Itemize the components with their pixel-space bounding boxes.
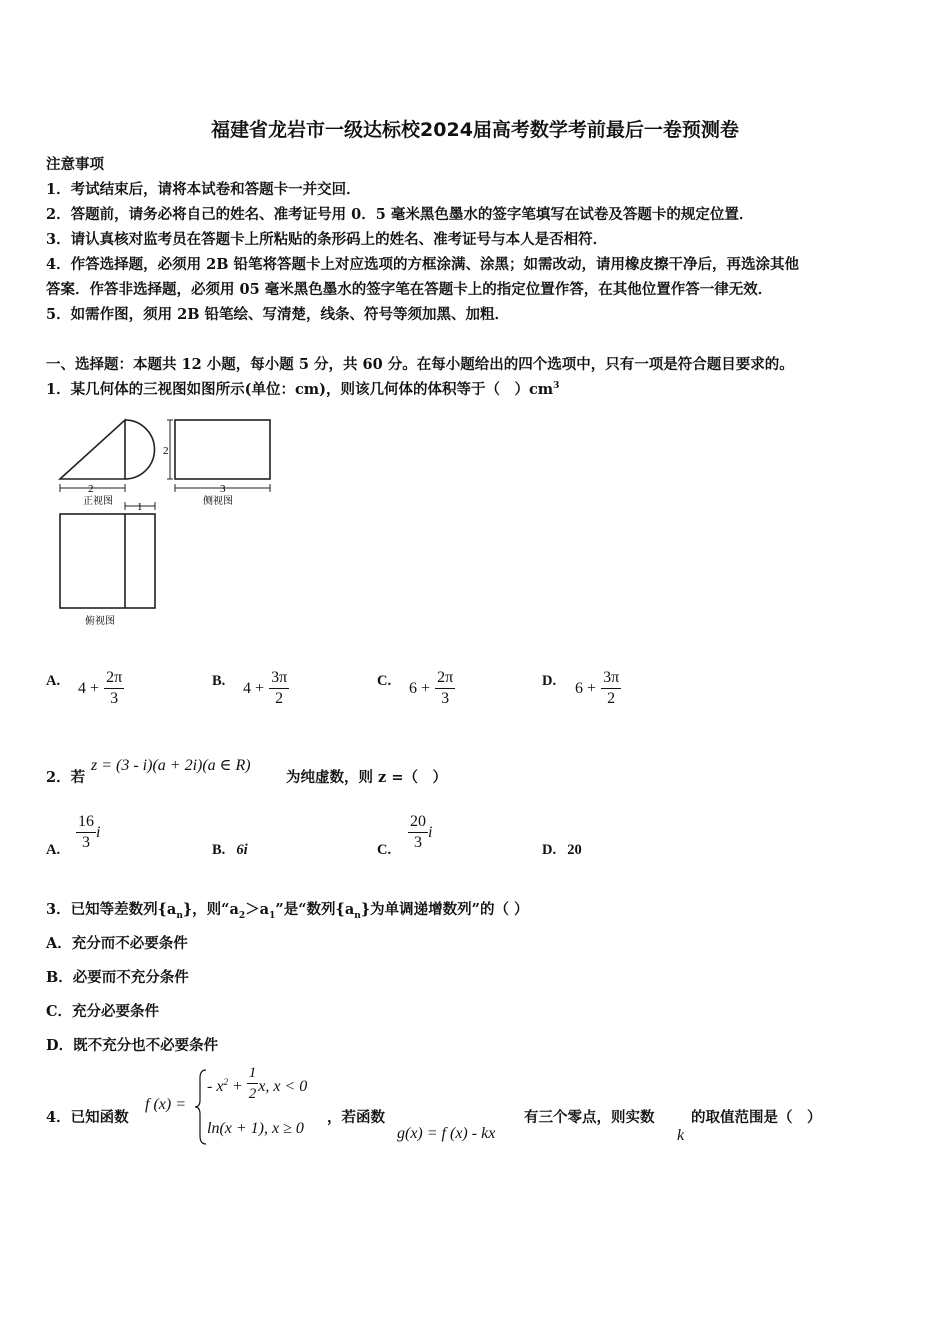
option-label: B. (212, 842, 226, 858)
side-view-label: 侧视图 (203, 496, 233, 507)
fraction (104, 668, 124, 709)
denominator: 3 (82, 834, 90, 851)
front-view-arc (125, 420, 154, 479)
denominator: 3 (441, 690, 450, 707)
dim-front-width: 2 (88, 483, 94, 495)
q3-text-part: ”是“数列{a (275, 901, 355, 918)
option-a[interactable] (46, 670, 60, 690)
notice-item: 3．请认真核对监考员在答题卡上所粘贴的条形码上的姓名、准考证号与本人是否相符． (46, 231, 608, 248)
q2-option-d[interactable] (542, 839, 582, 859)
q3-option-c[interactable]: C．充分必要条件 (46, 1003, 160, 1020)
question-4-mid2: 有三个零点，则实数 (524, 1109, 655, 1126)
subscript: 2 (238, 910, 246, 921)
q2-option-c[interactable] (377, 839, 391, 859)
option-label: D. (542, 842, 557, 858)
question-1-stem: 1．某几何体的三视图如图所示(单位：cm)，则该几何体的体积等于（ ）cm (46, 381, 554, 398)
option-label: A. (46, 842, 61, 858)
question-4-mid: ，若函数 (327, 1109, 385, 1126)
fraction (435, 668, 455, 709)
numerator: 20 (408, 812, 428, 833)
question-3-text (46, 898, 529, 921)
q3-option-a[interactable]: A．充分而不必要条件 (46, 935, 188, 952)
question-1-text (46, 378, 559, 399)
notice-item: 1．考试结束后，请将本试卷和答题卡一并交回． (46, 181, 361, 198)
notice-item: 4．作答选择题，必须用 2B 铅笔将答题卡上对应选项的方框涂满、涂黑；如需改动，请用橡皮擦干净后，再选涂其他 (46, 256, 800, 273)
subscript: n (176, 910, 183, 921)
notice-item: 5．如需作图，须用 2B 铅笔绘、写清楚，线条、符号等须加黑、加粗． (46, 306, 510, 323)
numerator: 2π (104, 668, 124, 689)
option-a-value (78, 668, 124, 709)
q3-option-b[interactable]: B．必要而不充分条件 (46, 969, 189, 986)
option-whole: 4 + (243, 680, 265, 697)
page-title: 福建省龙岩市一级达标校2024届高考数学考前最后一卷预测卷 (211, 119, 739, 141)
case-part: - x (207, 1078, 224, 1096)
section-heading: 一、选择题：本题共 12 小题，每小题 5 分，共 60 分。在每小题给出的四个选项中，只有一项是符合题目要求的。 (46, 356, 794, 373)
q4-gx: g(x) = f (x) - kx (397, 1125, 496, 1142)
question-2-formula: z = (3 - i)(a + 2i)(a ∈ R) (91, 757, 251, 774)
question-4-prefix: 4．已知函数 (46, 1109, 129, 1126)
case-part: x, x < 0 (258, 1078, 308, 1096)
piecewise-case-2: ln(x + 1), x ≥ 0 (207, 1120, 304, 1137)
option-whole: 4 + (78, 680, 100, 697)
notice-item: 答案．作答非选择题，必须用 05 毫米黑色墨水的签字笔在答题卡上的指定位置作答，在其他位置作答一律无效． (46, 281, 773, 298)
option-c[interactable] (377, 670, 391, 690)
q3-option-d[interactable]: D．既不充分也不必要条件 (46, 1037, 219, 1054)
numerator: 3π (269, 668, 289, 689)
numerator: 2π (435, 668, 455, 689)
option-whole: 6 + (409, 680, 431, 697)
subscript: 1 (269, 910, 276, 921)
q2-option-a-value (76, 812, 100, 853)
piecewise-brace (194, 1068, 208, 1146)
option-label: B. (212, 673, 226, 689)
option-c-value (409, 668, 455, 709)
numerator: 16 (76, 812, 96, 833)
fraction (408, 812, 428, 853)
side-view-rect (175, 420, 270, 479)
option-label: C. (377, 673, 392, 689)
notice-item: 2．答题前，请务必将自己的姓名、准考证号用 0．5 毫米黑色墨水的签字笔填写在试卷及答题卡的规定位置． (46, 206, 754, 223)
top-view-label: 俯视图 (85, 616, 115, 627)
q4-k: k (677, 1127, 685, 1144)
superscript: 2 (223, 1076, 228, 1087)
q3-text-part: ＞a (245, 901, 270, 918)
question-2-suffix: 为纯虚数，则 z =（ ） (286, 769, 447, 786)
top-view-rect (60, 514, 155, 608)
option-b[interactable] (212, 670, 225, 690)
three-view-figure (55, 412, 285, 632)
fraction (269, 668, 289, 709)
denominator: 3 (110, 690, 119, 707)
q3-text-part: 3．已知等差数列{a (46, 901, 177, 918)
option-label: A. (46, 673, 61, 689)
q2-option-a[interactable] (46, 839, 60, 859)
front-view-triangle (60, 420, 125, 479)
piecewise-case-1 (207, 1065, 308, 1104)
q2-option-b[interactable] (212, 839, 248, 859)
denominator: 2 (275, 690, 284, 707)
imaginary-unit: i (428, 824, 433, 841)
unit-superscript: 3 (553, 381, 560, 392)
option-b-value (243, 668, 289, 709)
option-d[interactable] (542, 670, 556, 690)
question-2-prefix: 2．若 (46, 769, 86, 786)
dim-height: 2 (163, 445, 169, 457)
dim-top-width: 1 (137, 501, 143, 513)
option-d-value (575, 668, 621, 709)
front-view (60, 420, 154, 479)
denominator: 3 (414, 834, 422, 851)
question-4-suffix: 的取值范围是（ ） (691, 1109, 822, 1126)
imaginary-unit: i (96, 824, 101, 841)
option-value: 6i (236, 842, 248, 858)
front-view-label: 正视图 (83, 496, 113, 507)
option-label: C. (377, 842, 392, 858)
option-label: D. (542, 673, 557, 689)
fraction (76, 812, 96, 853)
denominator: 2 (248, 1086, 257, 1102)
numerator: 1 (247, 1063, 259, 1084)
q3-text-part: }，则“a (182, 901, 239, 918)
denominator: 2 (607, 690, 616, 707)
fraction (247, 1063, 259, 1104)
dim-side-width: 3 (220, 483, 226, 495)
case-part: + (227, 1078, 243, 1096)
fraction (601, 668, 621, 709)
q4-fx: f (x) = (145, 1096, 186, 1113)
q2-option-c-value (408, 812, 432, 853)
notice-heading: 注意事项 (46, 156, 104, 173)
subscript: n (354, 910, 361, 921)
option-value: 20 (567, 842, 582, 858)
numerator: 3π (601, 668, 621, 689)
option-whole: 6 + (575, 680, 597, 697)
q3-text-part: }为单调递增数列”的（ ） (360, 901, 529, 918)
